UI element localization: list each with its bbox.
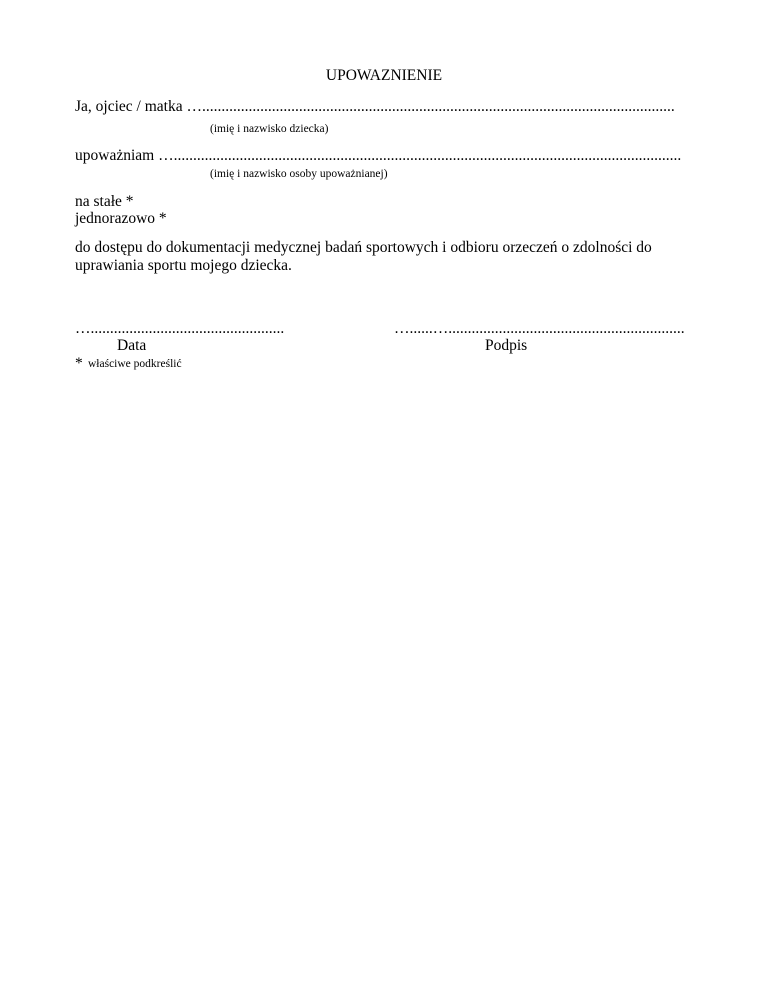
date-dotted-line: ….................................................. [75, 320, 285, 337]
footnote-asterisk: * [75, 355, 83, 372]
option-one-time: jednorazowo * [75, 210, 167, 227]
footnote-text: właściwe podkreślić [88, 358, 182, 370]
document-title: UPOWAZNIENIE [325, 67, 443, 84]
option-permanent: na stałe * [75, 193, 134, 210]
authorized-person-caption: (imię i nazwisko osoby upoważnianej) [210, 168, 388, 180]
purpose-text-line-2: uprawiania sportu mojego dziecka. [75, 257, 292, 274]
signature-label: Podpis [485, 337, 528, 354]
parent-name-line: Ja, ojciec / matka ….......................................................................................................................... [75, 98, 675, 115]
signature-dotted-line: …......…............................................................. [394, 320, 685, 337]
authorized-person-line: upoważniam …................................................................................................................................... [75, 147, 682, 164]
date-label: Data [117, 337, 147, 354]
child-name-caption: (imię i nazwisko dziecka) [210, 123, 329, 135]
purpose-text-line-1: do dostępu do dokumentacji medycznej badań sportowych i odbioru orzeczeń o zdolności do [75, 239, 652, 256]
